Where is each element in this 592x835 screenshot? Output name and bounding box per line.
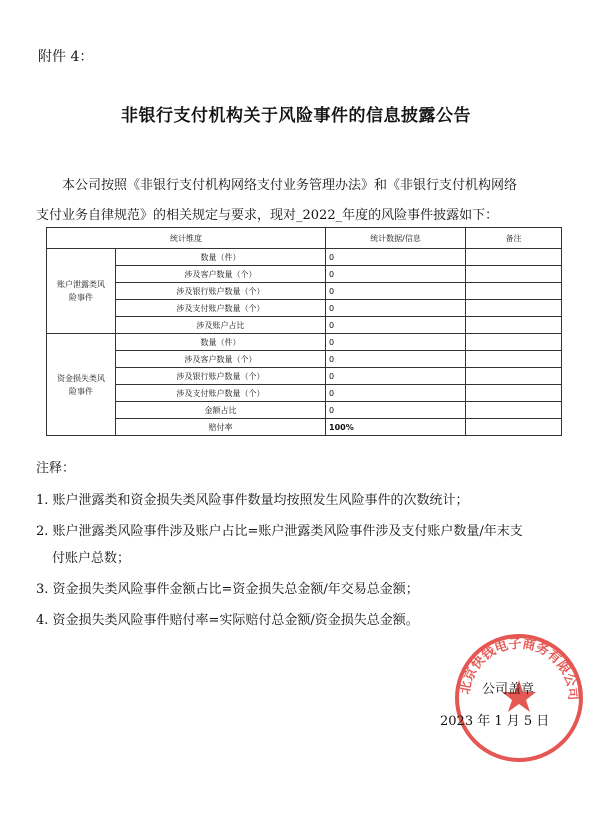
signature-date: 2023 年 1 月 5 日 [440, 714, 550, 729]
row-value: 0 [326, 317, 466, 334]
row-item: 涉及客户数量（个） [116, 266, 326, 283]
risk-statistics-table [46, 227, 562, 436]
table-header-row [47, 228, 562, 249]
row-item: 涉及支付账户数量（个） [116, 385, 326, 402]
row-note [466, 419, 562, 436]
row-item: 涉及银行账户数量（个） [116, 283, 326, 300]
notes-section [36, 459, 566, 638]
note-item [36, 576, 566, 603]
note-line: 3. 资金损失类风险事件金额占比=资金损失总金额/年交易总金额； [36, 582, 419, 597]
row-item: 涉及账户占比 [116, 317, 326, 334]
row-note [466, 385, 562, 402]
group-account-leak [47, 249, 116, 334]
header-data: 统计数据/信息 [326, 228, 466, 249]
row-item: 涉及银行账户数量（个） [116, 368, 326, 385]
note-item [36, 607, 566, 634]
header-dimension: 统计维度 [47, 228, 326, 249]
row-item: 涉及支付账户数量（个） [116, 300, 326, 317]
group-label-line1: 资金损失类风 [57, 373, 105, 383]
row-item: 金额占比 [116, 402, 326, 419]
table-row [47, 249, 562, 266]
table-row [47, 402, 562, 419]
note-line: 1. 账户泄露类和资金损失类风险事件数量均按照发生风险事件的次数统计； [36, 493, 469, 508]
row-note [466, 300, 562, 317]
row-value: 100% [326, 419, 466, 436]
note-line: 4. 资金损失类风险事件赔付率=实际赔付总金额/资金损失总金额。 [36, 613, 419, 628]
table-row [47, 283, 562, 300]
group-label-line2: 险事件 [69, 386, 93, 396]
table-row [47, 419, 562, 436]
group-label-line2: 险事件 [69, 293, 93, 302]
group-fund-loss [47, 334, 116, 436]
table-row [47, 300, 562, 317]
table-row [47, 317, 562, 334]
row-value: 0 [326, 283, 466, 300]
row-note [466, 334, 562, 351]
row-value: 0 [326, 351, 466, 368]
row-value: 0 [326, 402, 466, 419]
row-value: 0 [326, 385, 466, 402]
note-item [36, 487, 566, 514]
row-note [466, 368, 562, 385]
note-line-continued: 付账户总数； [52, 551, 131, 566]
row-note [466, 249, 562, 266]
table-row [47, 334, 562, 351]
row-value: 0 [326, 334, 466, 351]
intro-line-1: 本公司按照《非银行支付机构网络支付业务管理办法》和《非银行支付机构网络 [62, 178, 518, 193]
row-item: 数量（件） [116, 334, 326, 351]
row-item: 涉及客户数量（个） [116, 351, 326, 368]
row-value: 0 [326, 300, 466, 317]
row-item: 数量（件） [116, 249, 326, 266]
row-note [466, 317, 562, 334]
row-note [466, 351, 562, 368]
attachment-label: 附件 4： [38, 49, 94, 65]
group-label-line1: 账户泄露类风 [57, 280, 105, 289]
row-note [466, 402, 562, 419]
row-note [466, 266, 562, 283]
row-value: 0 [326, 266, 466, 283]
intro-paragraph [36, 171, 566, 231]
table-row [47, 266, 562, 283]
notes-header: 注释： [36, 461, 76, 476]
row-value: 0 [326, 368, 466, 385]
intro-line-2: 支付业务自律规范》的相关规定与要求，现对_2022_年度的风险事件披露如下： [36, 208, 499, 223]
table-row [47, 385, 562, 402]
table-row [47, 368, 562, 385]
company-seal-stamp [453, 632, 585, 764]
header-remark: 备注 [466, 228, 562, 249]
note-line: 2. 账户泄露类风险事件涉及账户占比=账户泄露类风险事件涉及支付账户数量/年末支 [36, 524, 523, 539]
row-note [466, 283, 562, 300]
row-value: 0 [326, 249, 466, 266]
table-row [47, 351, 562, 368]
note-item [36, 518, 566, 572]
document-title: 非银行支付机构关于风险事件的信息披露公告 [121, 106, 471, 126]
row-item: 赔付率 [116, 419, 326, 436]
company-seal-label: 公司盖章 [482, 682, 535, 697]
seal-text: 北京快钱电子商务有限公司 [457, 636, 581, 701]
